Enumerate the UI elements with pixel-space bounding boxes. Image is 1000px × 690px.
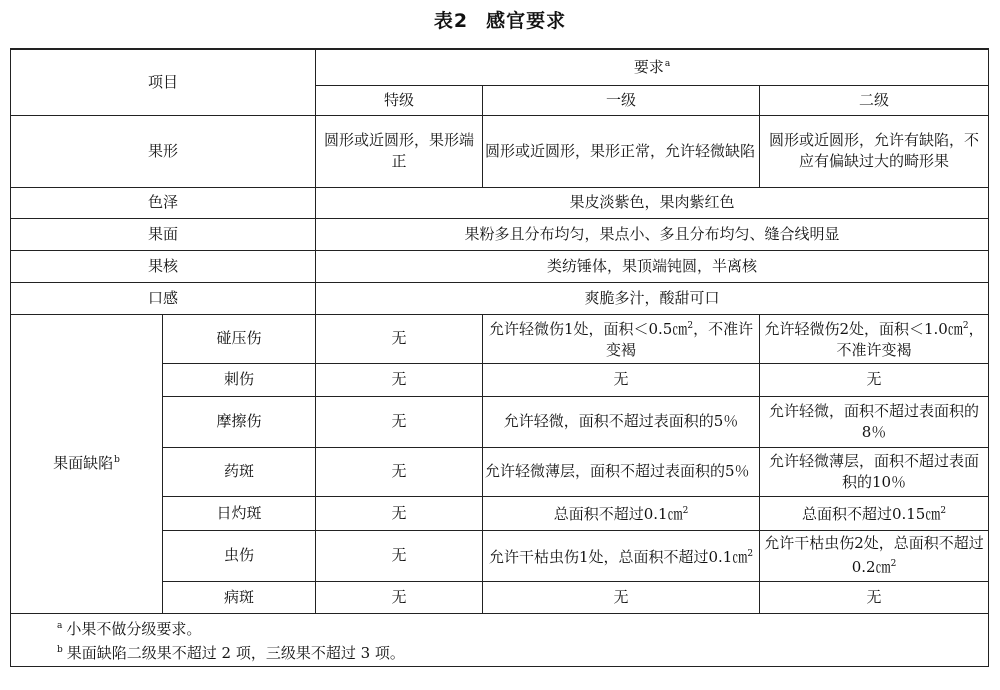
row-label: 果形 [11, 115, 316, 187]
row-label: 果核 [11, 250, 316, 282]
unit-superscript: 2 [747, 548, 754, 559]
defect-first: 无 [483, 363, 760, 396]
note-a [57, 616, 988, 640]
table-title [0, 6, 1000, 33]
shape-first: 圆形或近圆形，果形正常，允许轻微缺陷 [483, 115, 760, 187]
defect-name: 碰压伤 [163, 314, 316, 363]
row-pit [11, 250, 989, 282]
defect-name: 刺伤 [163, 363, 316, 396]
note-mark: a [57, 620, 63, 631]
defects-label: 果面缺陷 [53, 454, 114, 472]
defect-first-text: 总面积不超过0.1㎝ [553, 505, 683, 523]
defect-second: 允许轻微薄层，面积不超过表面积的10％ [760, 447, 989, 496]
defect-second [760, 314, 989, 363]
note-b [57, 640, 988, 664]
defect-special: 无 [316, 496, 483, 530]
header-row-1 [11, 49, 989, 85]
defect-name: 日灼斑 [163, 496, 316, 530]
defect-first-tail: ，不准许变褐 [606, 320, 754, 359]
defect-first-text: 允许轻微伤1处，面积＜0.5㎝ [488, 320, 688, 338]
defect-second-text: 允许轻微伤2处，面积＜1.0㎝ [764, 320, 963, 338]
taste-requirement: 爽脆多汁，酸甜可口 [316, 282, 989, 314]
unit-superscript: 2 [962, 321, 969, 331]
unit-superscript: 2 [687, 321, 694, 331]
defect-special: 无 [316, 314, 483, 363]
defect-first: 无 [483, 581, 760, 613]
table-notes [11, 613, 989, 666]
pit-requirement: 类纺锤体，果顶端钝圆，半离核 [316, 250, 989, 282]
row-surface [11, 218, 989, 250]
defect-special: 无 [316, 581, 483, 613]
header-item-label: 项目 [148, 72, 179, 91]
notes-row [11, 613, 989, 666]
row-label: 果面 [11, 218, 316, 250]
defect-first [483, 314, 760, 363]
surface-requirement: 果粉多且分布均匀，果点小、多且分布均匀、缝合线明显 [316, 218, 989, 250]
defect-second-text: 总面积不超过0.15㎝ [801, 505, 941, 523]
defect-row [11, 314, 989, 363]
defect-first [483, 530, 760, 581]
grade-first: 一级 [483, 85, 760, 115]
header-requirement-label: 要求 [633, 57, 664, 76]
note-text: 小果不做分级要求。 [66, 619, 202, 638]
defect-first-text: 允许干枯虫伤1处，总面积不超过0.1㎝ [488, 547, 748, 566]
grade-special: 特级 [316, 85, 483, 115]
note-text: 果面缺陷二级果不超过 2 项，三级果不超过 3 项。 [66, 643, 405, 662]
table-number: 表2 [433, 10, 469, 32]
note-mark: b [57, 644, 63, 655]
defect-name: 药斑 [163, 447, 316, 496]
row-label: 色泽 [11, 187, 316, 218]
defect-second: 无 [760, 581, 989, 613]
unit-superscript: 2 [682, 506, 689, 516]
unit-superscript: 2 [890, 559, 897, 569]
defect-first: 允许轻微，面积不超过表面积的5％ [483, 396, 760, 447]
shape-second: 圆形或近圆形，允许有缺陷，不应有偏缺过大的畸形果 [760, 115, 989, 187]
header-item-cell [11, 49, 316, 115]
defect-second [760, 496, 989, 530]
defect-name: 病斑 [163, 581, 316, 613]
header-requirement-cell [316, 49, 989, 85]
unit-superscript: 2 [940, 506, 947, 516]
row-taste [11, 282, 989, 314]
defect-second: 允许轻微，面积不超过表面积的8％ [760, 396, 989, 447]
sensory-requirements-table [10, 48, 989, 667]
defect-second: 无 [760, 363, 989, 396]
row-shape [11, 115, 989, 187]
shape-special: 圆形或近圆形，果形端正 [316, 115, 483, 187]
defect-second [760, 530, 989, 581]
color-requirement: 果皮淡紫色，果肉紫红色 [316, 187, 989, 218]
defect-special: 无 [316, 447, 483, 496]
defect-special: 无 [316, 396, 483, 447]
defect-name: 摩擦伤 [163, 396, 316, 447]
defect-first: 允许轻微薄层，面积不超过表面积的5％ [483, 447, 760, 496]
footnote-ref-a: a [664, 58, 671, 69]
defect-first [483, 496, 760, 530]
defects-group-label [11, 314, 163, 613]
defect-second-text: 允许干枯虫伤2处，总面积不超过0.2㎝ [764, 534, 984, 576]
table-name: 感官要求 [486, 10, 567, 32]
defect-special: 无 [316, 363, 483, 396]
defect-second-tail: ，不准许变褐 [836, 320, 984, 359]
row-label: 口感 [11, 282, 316, 314]
defect-special: 无 [316, 530, 483, 581]
grade-second: 二级 [760, 85, 989, 115]
defect-name: 虫伤 [163, 530, 316, 581]
footnote-ref-b: b [114, 455, 120, 465]
row-color [11, 187, 989, 218]
